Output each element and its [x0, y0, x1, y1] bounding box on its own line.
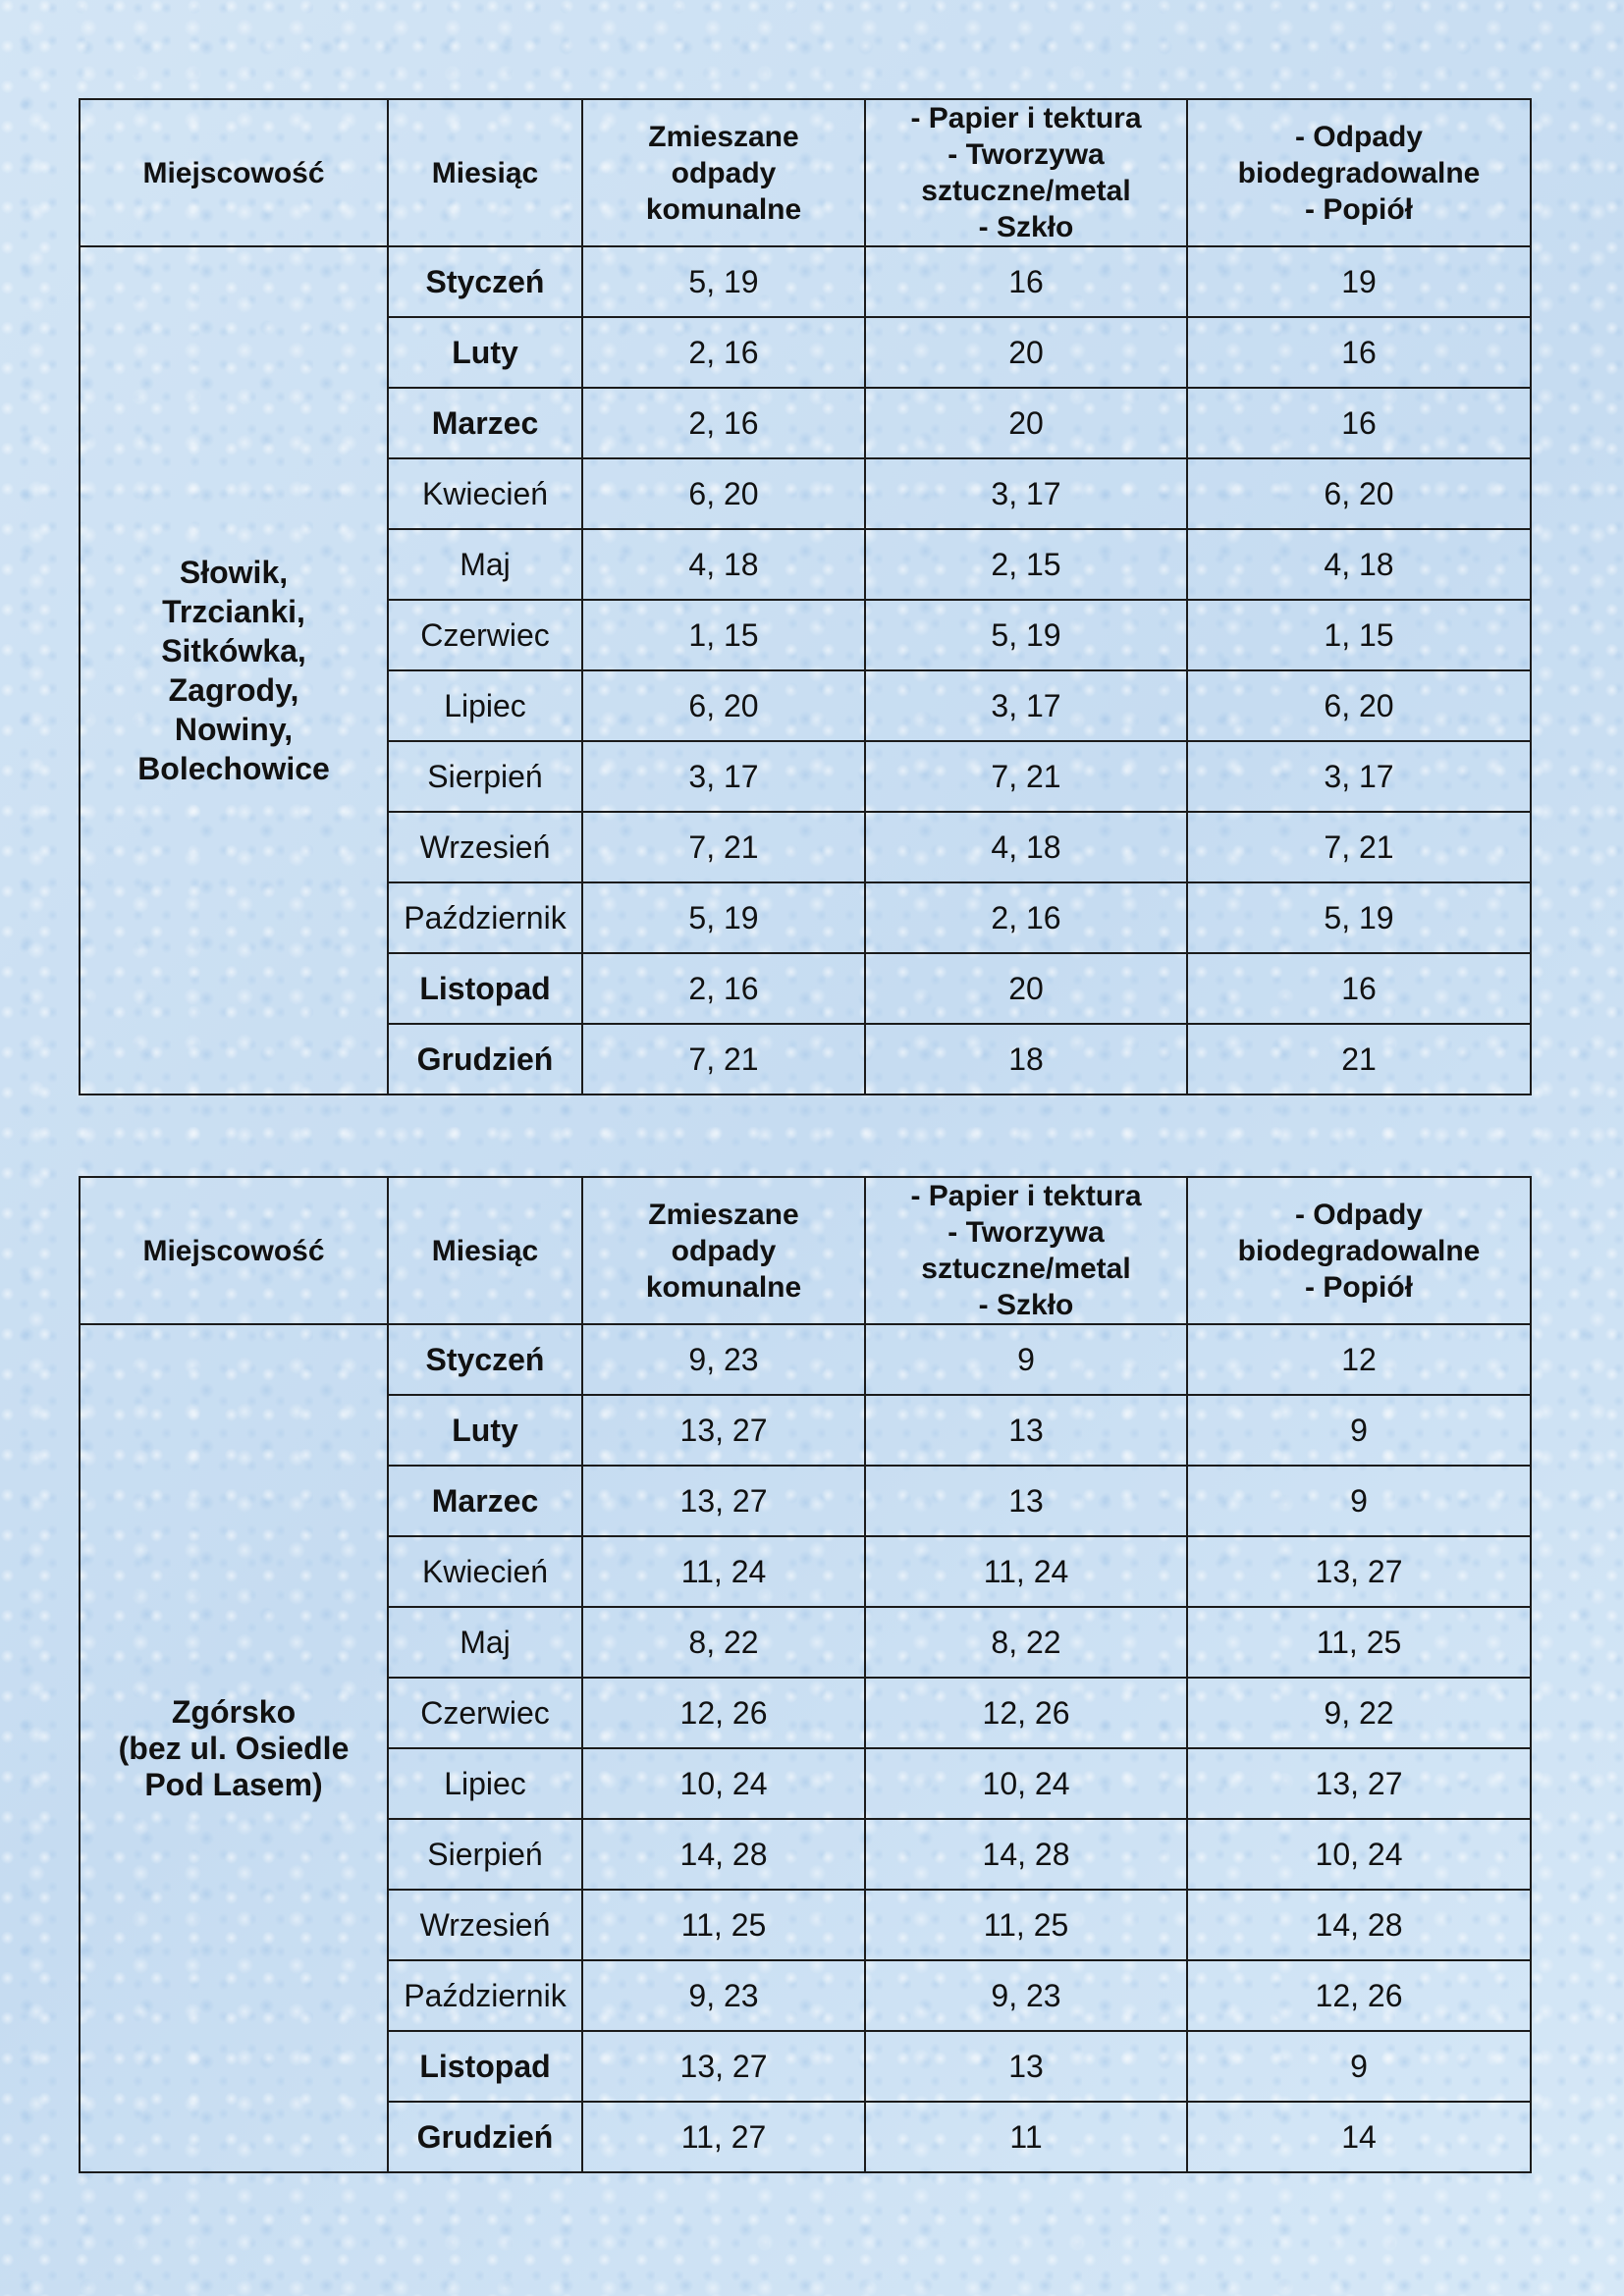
mixed-waste-cell: 11, 27: [582, 2102, 865, 2172]
paper-plastic-glass-cell: 11, 25: [865, 1890, 1187, 1960]
header-mixed-waste: Zmieszane odpady komunalne: [582, 1177, 865, 1324]
table-row: [80, 1324, 1531, 1395]
biodegradable-ash-cell: 12, 26: [1187, 1960, 1531, 2031]
biodegradable-ash-cell: 16: [1187, 953, 1531, 1024]
biodegradable-ash-cell: 7, 21: [1187, 812, 1531, 882]
month-cell: Listopad: [388, 2031, 582, 2102]
month-cell: Marzec: [388, 388, 582, 458]
paper-plastic-glass-cell: 16: [865, 246, 1187, 317]
mixed-waste-cell: 2, 16: [582, 953, 865, 1024]
biodegradable-ash-cell: 13, 27: [1187, 1748, 1531, 1819]
month-cell: Grudzień: [388, 2102, 582, 2172]
mixed-waste-cell: 8, 22: [582, 1607, 865, 1678]
month-cell: Luty: [388, 317, 582, 388]
mixed-waste-cell: 4, 18: [582, 529, 865, 600]
month-cell: Maj: [388, 529, 582, 600]
month-cell: Listopad: [388, 953, 582, 1024]
month-cell: Czerwiec: [388, 1678, 582, 1748]
mixed-waste-cell: 9, 23: [582, 1324, 865, 1395]
header-paper-plastic-glass: - Papier i tektura - Tworzywa sztuczne/metal - Szkło: [865, 99, 1187, 246]
header-location: Miejscowość: [80, 1177, 388, 1324]
month-cell: Luty: [388, 1395, 582, 1466]
waste-schedule-table-2: [79, 1176, 1532, 2173]
paper-plastic-glass-cell: 7, 21: [865, 741, 1187, 812]
paper-plastic-glass-cell: 3, 17: [865, 670, 1187, 741]
month-cell: Czerwiec: [388, 600, 582, 670]
header-month: Miesiąc: [388, 99, 582, 246]
month-cell: Kwiecień: [388, 1536, 582, 1607]
table-header: [80, 1177, 1531, 1324]
mixed-waste-cell: 9, 23: [582, 1960, 865, 2031]
month-cell: Maj: [388, 1607, 582, 1678]
location-cell: Słowik, Trzcianki, Sitkówka, Zagrody, Nowiny, Bolechowice: [80, 246, 388, 1095]
mixed-waste-cell: 2, 16: [582, 388, 865, 458]
month-cell: Kwiecień: [388, 458, 582, 529]
mixed-waste-cell: 12, 26: [582, 1678, 865, 1748]
paper-plastic-glass-cell: 13: [865, 2031, 1187, 2102]
paper-plastic-glass-cell: 20: [865, 953, 1187, 1024]
biodegradable-ash-cell: 9: [1187, 1466, 1531, 1536]
paper-plastic-glass-cell: 2, 15: [865, 529, 1187, 600]
table-body: [80, 246, 1531, 1095]
mixed-waste-cell: 10, 24: [582, 1748, 865, 1819]
mixed-waste-cell: 13, 27: [582, 1395, 865, 1466]
biodegradable-ash-cell: 14, 28: [1187, 1890, 1531, 1960]
biodegradable-ash-cell: 5, 19: [1187, 882, 1531, 953]
paper-plastic-glass-cell: 20: [865, 317, 1187, 388]
mixed-waste-cell: 7, 21: [582, 812, 865, 882]
month-cell: Wrzesień: [388, 812, 582, 882]
header-row: [80, 99, 1531, 246]
paper-plastic-glass-cell: 9: [865, 1324, 1187, 1395]
mixed-waste-cell: 7, 21: [582, 1024, 865, 1095]
mixed-waste-cell: 1, 15: [582, 600, 865, 670]
month-cell: Październik: [388, 1960, 582, 2031]
paper-plastic-glass-cell: 3, 17: [865, 458, 1187, 529]
month-cell: Lipiec: [388, 670, 582, 741]
paper-plastic-glass-cell: 18: [865, 1024, 1187, 1095]
header-location: Miejscowość: [80, 99, 388, 246]
month-cell: Październik: [388, 882, 582, 953]
biodegradable-ash-cell: 4, 18: [1187, 529, 1531, 600]
paper-plastic-glass-cell: 11, 24: [865, 1536, 1187, 1607]
header-row: [80, 1177, 1531, 1324]
biodegradable-ash-cell: 11, 25: [1187, 1607, 1531, 1678]
month-cell: Styczeń: [388, 246, 582, 317]
header-biodegradable-ash: - Odpady biodegradowalne - Popiół: [1187, 1177, 1531, 1324]
paper-plastic-glass-cell: 13: [865, 1466, 1187, 1536]
biodegradable-ash-cell: 21: [1187, 1024, 1531, 1095]
table-body: [80, 1324, 1531, 2172]
paper-plastic-glass-cell: 20: [865, 388, 1187, 458]
header-biodegradable-ash: - Odpady biodegradowalne - Popiół: [1187, 99, 1531, 246]
header-paper-plastic-glass: - Papier i tektura - Tworzywa sztuczne/metal - Szkło: [865, 1177, 1187, 1324]
biodegradable-ash-cell: 10, 24: [1187, 1819, 1531, 1890]
paper-plastic-glass-cell: 2, 16: [865, 882, 1187, 953]
biodegradable-ash-cell: 19: [1187, 246, 1531, 317]
biodegradable-ash-cell: 3, 17: [1187, 741, 1531, 812]
biodegradable-ash-cell: 9, 22: [1187, 1678, 1531, 1748]
paper-plastic-glass-cell: 5, 19: [865, 600, 1187, 670]
paper-plastic-glass-cell: 9, 23: [865, 1960, 1187, 2031]
paper-plastic-glass-cell: 8, 22: [865, 1607, 1187, 1678]
paper-plastic-glass-cell: 4, 18: [865, 812, 1187, 882]
mixed-waste-cell: 3, 17: [582, 741, 865, 812]
location-cell: Zgórsko (bez ul. Osiedle Pod Lasem): [80, 1324, 388, 2172]
month-cell: Lipiec: [388, 1748, 582, 1819]
table-header: [80, 99, 1531, 246]
biodegradable-ash-cell: 16: [1187, 388, 1531, 458]
biodegradable-ash-cell: 9: [1187, 1395, 1531, 1466]
biodegradable-ash-cell: 6, 20: [1187, 670, 1531, 741]
waste-schedule-table-1: [79, 98, 1532, 1095]
mixed-waste-cell: 2, 16: [582, 317, 865, 388]
mixed-waste-cell: 5, 19: [582, 882, 865, 953]
biodegradable-ash-cell: 12: [1187, 1324, 1531, 1395]
mixed-waste-cell: 6, 20: [582, 670, 865, 741]
biodegradable-ash-cell: 1, 15: [1187, 600, 1531, 670]
mixed-waste-cell: 6, 20: [582, 458, 865, 529]
mixed-waste-cell: 5, 19: [582, 246, 865, 317]
table-row: [80, 246, 1531, 317]
biodegradable-ash-cell: 6, 20: [1187, 458, 1531, 529]
month-cell: Sierpień: [388, 741, 582, 812]
header-month: Miesiąc: [388, 1177, 582, 1324]
month-cell: Styczeń: [388, 1324, 582, 1395]
paper-plastic-glass-cell: 12, 26: [865, 1678, 1187, 1748]
mixed-waste-cell: 14, 28: [582, 1819, 865, 1890]
header-mixed-waste: Zmieszane odpady komunalne: [582, 99, 865, 246]
mixed-waste-cell: 13, 27: [582, 1466, 865, 1536]
paper-plastic-glass-cell: 10, 24: [865, 1748, 1187, 1819]
mixed-waste-cell: 13, 27: [582, 2031, 865, 2102]
biodegradable-ash-cell: 16: [1187, 317, 1531, 388]
mixed-waste-cell: 11, 25: [582, 1890, 865, 1960]
biodegradable-ash-cell: 14: [1187, 2102, 1531, 2172]
paper-plastic-glass-cell: 13: [865, 1395, 1187, 1466]
biodegradable-ash-cell: 13, 27: [1187, 1536, 1531, 1607]
month-cell: Marzec: [388, 1466, 582, 1536]
month-cell: Grudzień: [388, 1024, 582, 1095]
paper-plastic-glass-cell: 14, 28: [865, 1819, 1187, 1890]
mixed-waste-cell: 11, 24: [582, 1536, 865, 1607]
month-cell: Sierpień: [388, 1819, 582, 1890]
biodegradable-ash-cell: 9: [1187, 2031, 1531, 2102]
paper-plastic-glass-cell: 11: [865, 2102, 1187, 2172]
month-cell: Wrzesień: [388, 1890, 582, 1960]
